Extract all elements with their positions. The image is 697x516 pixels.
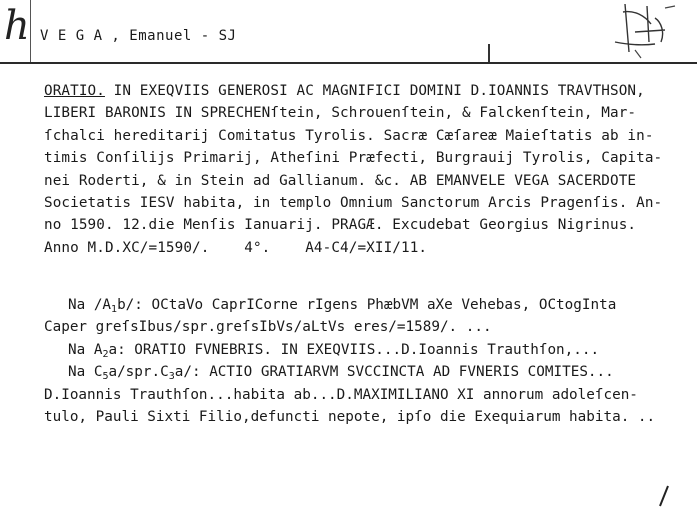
handwritten-letter: h bbox=[4, 3, 30, 49]
citation-line: Societatis IESV habita, in templo Omnium Sanctorum Arcis Pragenſis. An- bbox=[44, 194, 663, 211]
corner-scribble-icon bbox=[595, 2, 683, 60]
note-line: Na $/A_1b/$: OCtaVo CaprICorne rIgens PhæbVM aXe Vehebas, OCtogInta bbox=[68, 297, 617, 315]
citation-line: LIBERI BARONIS IN SPRECHENſtein, Schrouenſtein, & Falckenſtein, Mar- bbox=[44, 105, 637, 122]
heading-divider bbox=[0, 62, 697, 64]
margin-rule bbox=[30, 0, 31, 64]
note-line: tulo, Pauli Sixti Filio,defuncti nepote, ipſo die Exequiarum habita. .. bbox=[44, 408, 656, 425]
note-line: Na $C_5a/spr.C_3a/$: ACTIO GRATIARVM SVCCINCTA AD FVNERIS COMITES... bbox=[68, 364, 614, 383]
card-heading bbox=[40, 28, 236, 44]
check-mark-icon bbox=[656, 484, 672, 508]
citation-line: ſchalci hereditarij Comitatus Tyrolis. Sacræ Cæſareæ Maieſtatis ab in- bbox=[44, 127, 654, 144]
note-line: D.Ioannis Trauthſon...habita ab...D.MAXIMILIANO XI annorum adoleſcen- bbox=[44, 386, 638, 403]
citation-line: no 1590. 12.die Menſis Ianuarij. PRAGÆ. Excudebat Georgius Nigrinus. bbox=[44, 217, 637, 234]
citation-line: ORATIO. IN EXEQVIIS GENEROSI AC MAGNIFICI DOMINI D.IOANNIS TRAVTHSON, bbox=[44, 83, 645, 99]
citation-lead: ORATIO. bbox=[44, 83, 105, 99]
heading-author: V E G A , bbox=[40, 28, 121, 44]
citation-line: timis Conſilijs Primarij, Atheſini Præfecti, Burgrauij Tyrolis, Capita- bbox=[44, 150, 663, 167]
citation-block bbox=[44, 80, 664, 259]
tick-mark bbox=[488, 44, 490, 62]
notes-block bbox=[44, 294, 674, 428]
citation-line: nei Roderti, & in Stein ad Gallianum. &c. AB EMANVELE VEGA SACERDOTE bbox=[44, 172, 637, 189]
note-line: Caper greſsIbus/spr.greſsIbVs/aLtVs eres/=1589/. ... bbox=[44, 319, 492, 336]
note-line: Na $A_2a$: ORATIO FVNEBRIS. IN EXEQVIIS...D.Ioannis Trauthſon,... bbox=[68, 341, 600, 360]
citation-line: Anno M.D.XC/=1590/. 4°. A4-C4/=XII/11. bbox=[44, 239, 428, 256]
heading-name: Emanuel - SJ bbox=[129, 28, 237, 44]
